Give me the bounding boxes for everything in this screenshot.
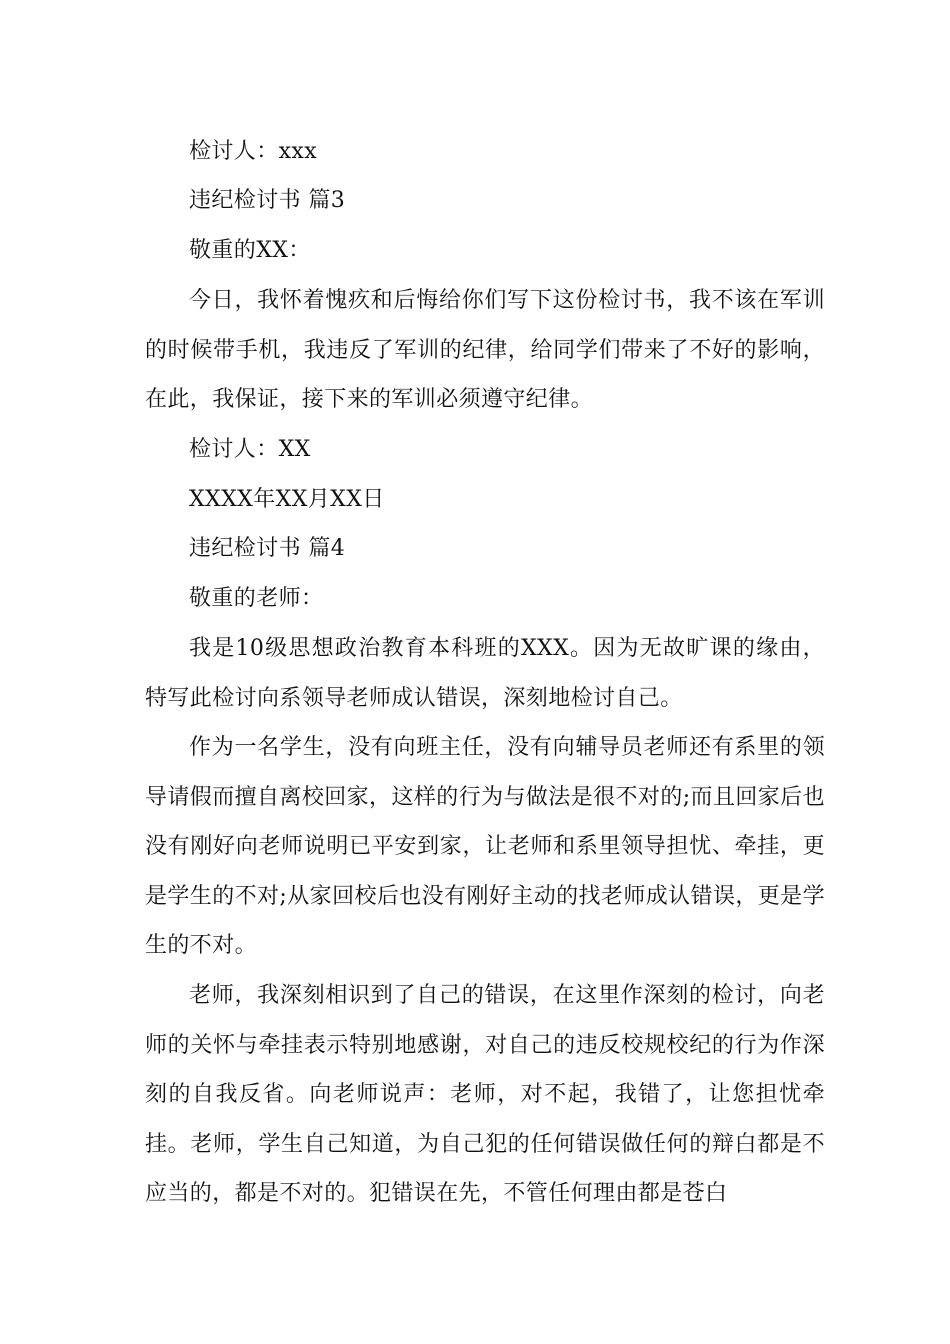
body-paragraph: 我是10级思想政治教育本科班的XXX。因为无故旷课的缘由，特写此检讨向系领导老师成认错误，深刻地检讨自己。 — [145, 636, 825, 711]
body-paragraph: 老师，我深刻相识到了自己的错误，在这里作深刻的检讨，向老师的关怀与牵挂表示特别地感谢，对自己的违反校规校纪的行为作深刻的自我反省。向老师说声：老师，对不起，我错了，让您担忧牵挂。老师，学生自己知道，为自己犯的任何错误做任何的辩白都是不应当的，都是不对的。犯错误在先，不管任何理由都是苍白 — [145, 983, 825, 1206]
signature-line: 检讨人：XX — [189, 437, 311, 462]
body-paragraph: 作为一名学生，没有向班主任，没有向辅导员老师还有系里的领导请假而擅自离校回家，这样的行为与做法是很不对的;而且回家后也没有刚好向老师说明已平安到家，让老师和系里领导担忧、牵挂，更是学生的不对;从家回校后也没有刚好主动的找老师成认错误，更是学生的不对。 — [145, 735, 825, 958]
salutation: 敬重的XX： — [189, 238, 311, 263]
section-heading: 违纪检讨书 篇4 — [189, 536, 346, 561]
section-heading: 违纪检讨书 篇3 — [189, 188, 346, 213]
body-paragraph: 今日，我怀着愧疚和后悔给你们写下这份检讨书，我不该在军训的时候带手机，我违反了军训的纪律，给同学们带来了不好的影响，在此，我保证，接下来的军训必须遵守纪律。 — [145, 288, 825, 412]
date-line: XXXX年XX月XX日 — [189, 487, 385, 512]
salutation: 敬重的老师： — [189, 586, 324, 611]
signature-line: 检讨人：xxx — [189, 139, 318, 164]
